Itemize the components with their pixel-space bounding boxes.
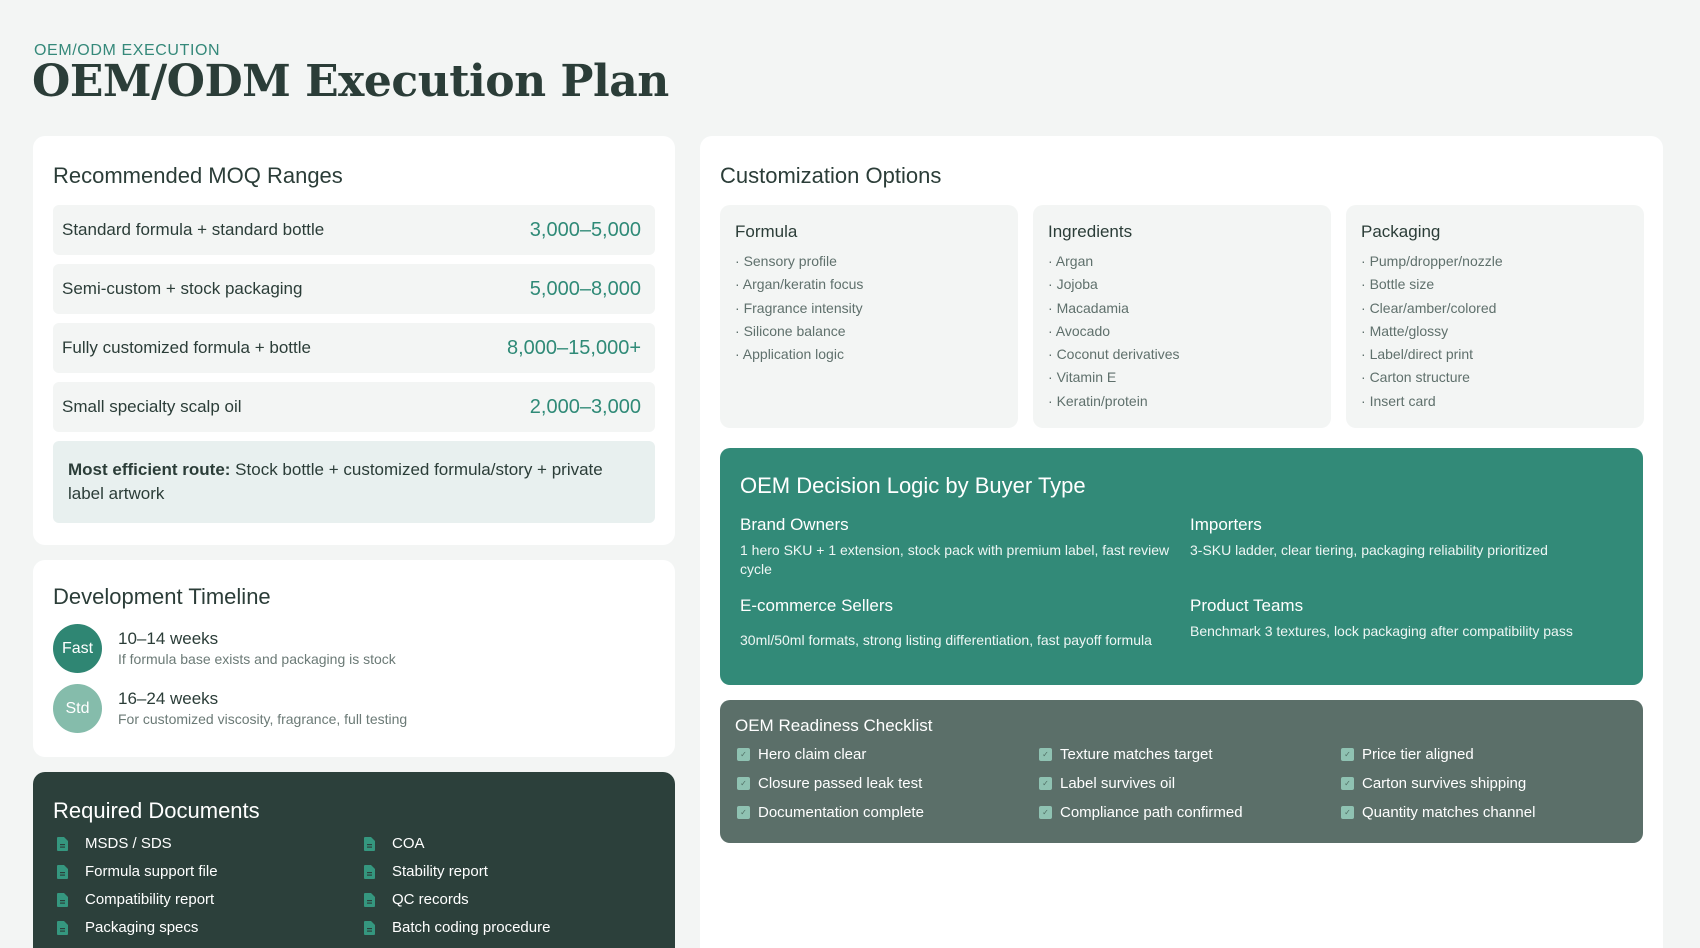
option-item: · Avocado (1048, 320, 1316, 343)
doc-item (360, 862, 660, 881)
moq-card (33, 136, 675, 545)
doc-label: COA (392, 835, 425, 852)
document-icon (57, 837, 68, 851)
option-group-ingredients (1033, 205, 1331, 428)
option-item: · Insert card (1361, 390, 1629, 413)
moq-value: 2,000–3,000 (529, 395, 641, 418)
moq-label: Fully customized formula + bottle (62, 338, 311, 357)
timeline-item (53, 624, 655, 673)
checkbox-checked-icon[interactable]: ✓ (1039, 748, 1052, 761)
option-group-title: Ingredients (1048, 222, 1133, 241)
option-item: · Fragrance intensity (735, 297, 1003, 320)
std-badge: Std (53, 684, 102, 733)
customization-card (700, 136, 1663, 948)
buyer-type-title: Brand Owners (740, 515, 849, 534)
option-item: · Bottle size (1361, 273, 1629, 296)
customization-groups (720, 205, 1643, 428)
moq-value: 8,000–15,000+ (506, 336, 641, 359)
document-icon (364, 837, 375, 851)
checklist-label: Price tier aligned (1362, 745, 1474, 763)
timeline-item (53, 684, 655, 733)
buyer-type-title: E-commerce Sellers (740, 596, 894, 615)
doc-item (53, 890, 360, 909)
option-item: · Carton structure (1361, 366, 1629, 389)
document-icon (57, 865, 68, 879)
moq-row (53, 264, 655, 314)
moq-row (53, 323, 655, 373)
option-item: · Pump/dropper/nozzle (1361, 250, 1629, 273)
checklist-item[interactable] (1037, 803, 1339, 821)
checklist-items (735, 745, 1628, 821)
buyer-type-title: Product Teams (1190, 596, 1304, 615)
checklist-title: OEM Readiness Checklist (735, 716, 933, 735)
checklist-label: Closure passed leak test (758, 774, 923, 792)
buyer-type-importers (1190, 515, 1640, 596)
checkbox-checked-icon[interactable]: ✓ (737, 777, 750, 790)
option-group-title: Formula (735, 222, 798, 241)
option-item: · Sensory profile (735, 250, 1003, 273)
doc-item (53, 834, 360, 853)
option-group-formula (720, 205, 1018, 428)
moq-value: 3,000–5,000 (529, 218, 641, 241)
checklist-item[interactable] (1339, 745, 1641, 763)
doc-label: Stability report (392, 863, 488, 880)
document-icon (57, 893, 68, 907)
checkbox-checked-icon[interactable]: ✓ (1341, 777, 1354, 790)
moq-row (53, 205, 655, 255)
checkbox-checked-icon[interactable]: ✓ (737, 806, 750, 819)
checkbox-checked-icon[interactable]: ✓ (1341, 748, 1354, 761)
option-item: · Silicone balance (735, 320, 1003, 343)
option-item: · Label/direct print (1361, 343, 1629, 366)
checklist-label: Label survives oil (1060, 774, 1176, 792)
option-item: · Clear/amber/colored (1361, 297, 1629, 320)
buyer-types (740, 515, 1623, 677)
doc-label: MSDS / SDS (85, 835, 172, 852)
checklist-label: Hero claim clear (758, 745, 867, 763)
option-item: · Application logic (735, 343, 1003, 366)
buyer-type-brand-owners (740, 515, 1190, 596)
timeline-card (33, 560, 675, 757)
doc-item (53, 862, 360, 881)
buyer-type-desc: Benchmark 3 textures, lock packaging after compatibility pass (1190, 623, 1573, 639)
buyer-type-desc: 3-SKU ladder, clear tiering, packaging reliability prioritized (1190, 542, 1548, 558)
buyer-type-title: Importers (1190, 515, 1262, 534)
option-item: · Macadamia (1048, 297, 1316, 320)
option-item: · Keratin/protein (1048, 390, 1316, 413)
option-item: · Jojoba (1048, 273, 1316, 296)
document-icon (364, 921, 375, 935)
timeline-item-desc: For customized viscosity, fragrance, full testing (118, 710, 408, 727)
checklist-label: Quantity matches channel (1362, 803, 1536, 821)
docs-list (53, 834, 655, 937)
page-title: OEM/ODM Execution Plan (32, 56, 669, 107)
moq-label: Standard formula + standard bottle (62, 220, 325, 239)
doc-item (360, 918, 660, 937)
moq-note (53, 441, 655, 523)
timeline-item-desc: If formula base exists and packaging is stock (118, 650, 396, 667)
option-group-packaging (1346, 205, 1644, 428)
moq-title: Recommended MOQ Ranges (53, 163, 343, 188)
decision-logic-panel (720, 448, 1643, 685)
doc-label: Batch coding procedure (392, 919, 551, 936)
checklist-item[interactable] (735, 745, 1037, 763)
doc-label: Formula support file (85, 863, 218, 880)
doc-label: QC records (392, 891, 469, 908)
checkbox-checked-icon[interactable]: ✓ (1341, 806, 1354, 819)
moq-label: Small specialty scalp oil (62, 397, 242, 416)
option-item: · Vitamin E (1048, 366, 1316, 389)
checklist-label: Texture matches target (1060, 745, 1213, 763)
document-icon (364, 893, 375, 907)
checklist-label: Compliance path confirmed (1060, 803, 1243, 821)
required-documents-card (33, 772, 675, 948)
document-icon (364, 865, 375, 879)
checklist-label: Carton survives shipping (1362, 774, 1527, 792)
checklist-item[interactable] (1339, 774, 1641, 792)
checklist-item[interactable] (1037, 774, 1339, 792)
moq-label: Semi-custom + stock packaging (62, 279, 303, 298)
readiness-checklist (720, 700, 1643, 843)
checkbox-checked-icon[interactable]: ✓ (1039, 777, 1052, 790)
timeline-item-title: 16–24 weeks (118, 688, 219, 708)
option-item: · Coconut derivatives (1048, 343, 1316, 366)
doc-item (53, 918, 360, 937)
moq-row (53, 382, 655, 432)
moq-value: 5,000–8,000 (529, 277, 641, 300)
docs-title: Required Documents (53, 798, 260, 823)
document-icon (57, 921, 68, 935)
buyer-type-ecommerce-sellers (740, 596, 1190, 677)
decision-title: OEM Decision Logic by Buyer Type (740, 473, 1086, 498)
option-item: · Argan/keratin focus (735, 273, 1003, 296)
doc-item (360, 834, 660, 853)
timeline-item-title: 10–14 weeks (118, 628, 219, 648)
option-group-title: Packaging (1361, 222, 1441, 241)
buyer-type-desc: 30ml/50ml formats, strong listing differentiation, fast payoff formula (740, 632, 1152, 648)
page-eyebrow: OEM/ODM EXECUTION (34, 42, 221, 59)
option-item: · Argan (1048, 250, 1316, 273)
doc-label: Packaging specs (85, 919, 199, 936)
checklist-item[interactable] (1037, 745, 1339, 763)
buyer-type-desc: 1 hero SKU + 1 extension, stock pack with premium label, fast review cycle (740, 542, 1170, 577)
fast-badge: Fast (53, 624, 102, 673)
checkbox-checked-icon[interactable]: ✓ (737, 748, 750, 761)
doc-item (360, 890, 660, 909)
timeline-title: Development Timeline (53, 584, 271, 609)
moq-note-label: Most efficient route: (68, 460, 231, 479)
moq-note-text: Stock bottle + customized formula/story + private label artwork (68, 460, 603, 503)
checkbox-checked-icon[interactable]: ✓ (1039, 806, 1052, 819)
checklist-item[interactable] (1339, 803, 1641, 821)
customization-title: Customization Options (720, 163, 942, 188)
checklist-item[interactable] (735, 803, 1037, 821)
buyer-type-product-teams (1190, 596, 1640, 677)
option-item: · Matte/glossy (1361, 320, 1629, 343)
checklist-label: Documentation complete (758, 803, 924, 821)
checklist-item[interactable] (735, 774, 1037, 792)
doc-label: Compatibility report (85, 891, 215, 908)
